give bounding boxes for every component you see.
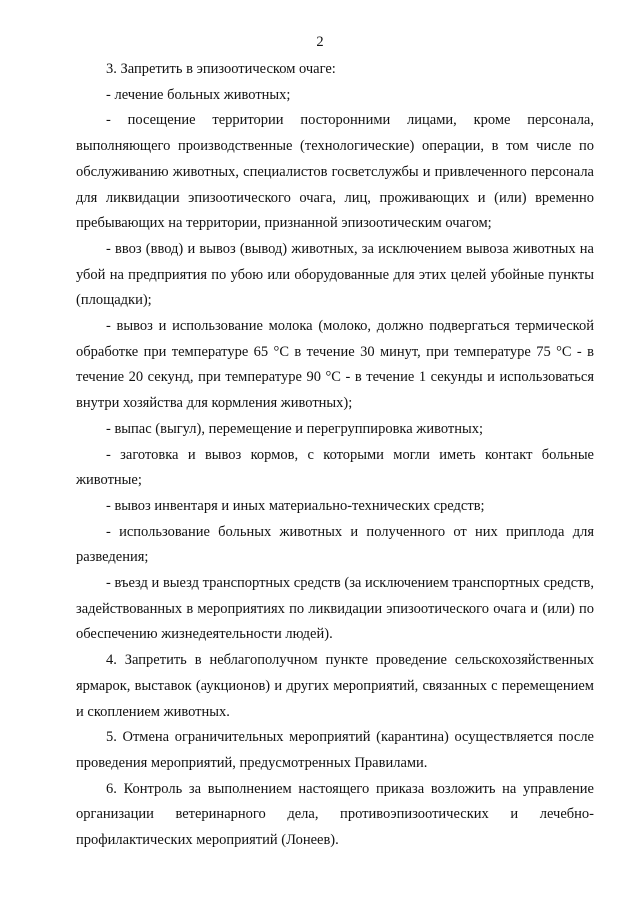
paragraph-item-3-heading: 3. Запретить в эпизоотическом очаге:: [106, 61, 336, 77]
list-item-visits: - посещение территории посторонними лицами, кроме персонала, выполняющего производственные (технологические) операции, в том числе по обслуживанию животных, специалистов госветслужбы и привлеченного персонала для ликвидации эпизоотического очага, лиц, проживающих и (или) временно пребывающих на территории, признанной эпизоотическим очагом;: [76, 112, 594, 232]
list-item-animal-transport: - ввоз (ввод) и вывоз (вывод) животных, за исключением вывоза животных на убой на предприятия по убою или оборудованные для этих целей убойные пункты (площадки);: [76, 240, 594, 309]
paragraph-item-6: 6. Контроль за выполнением настоящего приказа возложить на управление организации ветеринарного дела, противоэпизоотических и лечебно-профилактических мероприятий (Лонеев).: [76, 780, 594, 849]
list-item-vehicles: - въезд и выезд транспортных средств (за исключением транспортных средств, задействованных в мероприятиях по ликвидации эпизоотического очага и (или) по обеспечению жизнедеятельности людей).: [76, 575, 594, 643]
page-number: 2: [316, 34, 324, 50]
list-item-inventory: - вывоз инвентаря и иных материально-технических средств;: [106, 497, 485, 514]
list-item-breeding: - использование больных животных и полученного от них приплода для разведения;: [76, 523, 594, 566]
list-item-grazing: - выпас (выгул), перемещение и перегруппировка животных;: [106, 420, 483, 437]
document-body: [76, 57, 594, 854]
list-item-milk: - вывоз и использование молока (молоко, должно подвергаться термической обработке при температуре 65 °С в течение 30 минут, при температуре 75 °С - в течение 20 секунд, при температуре 90 °С - в течение 1 секунды и использоваться внутри хозяйства для кормления животных);: [76, 318, 594, 412]
list-item-treatment: - лечение больных животных;: [106, 86, 291, 103]
list-item-feed: - заготовка и вывоз кормов, с которыми могли иметь контакт больные животные;: [76, 446, 594, 489]
paragraph-item-5: 5. Отмена ограничительных мероприятий (карантина) осуществляется после проведения мероприятий, предусмотренных Правилами.: [76, 729, 594, 771]
paragraph-item-4: 4. Запретить в неблагополучном пункте проведение сельскохозяйственных ярмарок, выставок (аукционов) и других мероприятий, связанных с перемещением и скоплением животных.: [76, 652, 594, 720]
